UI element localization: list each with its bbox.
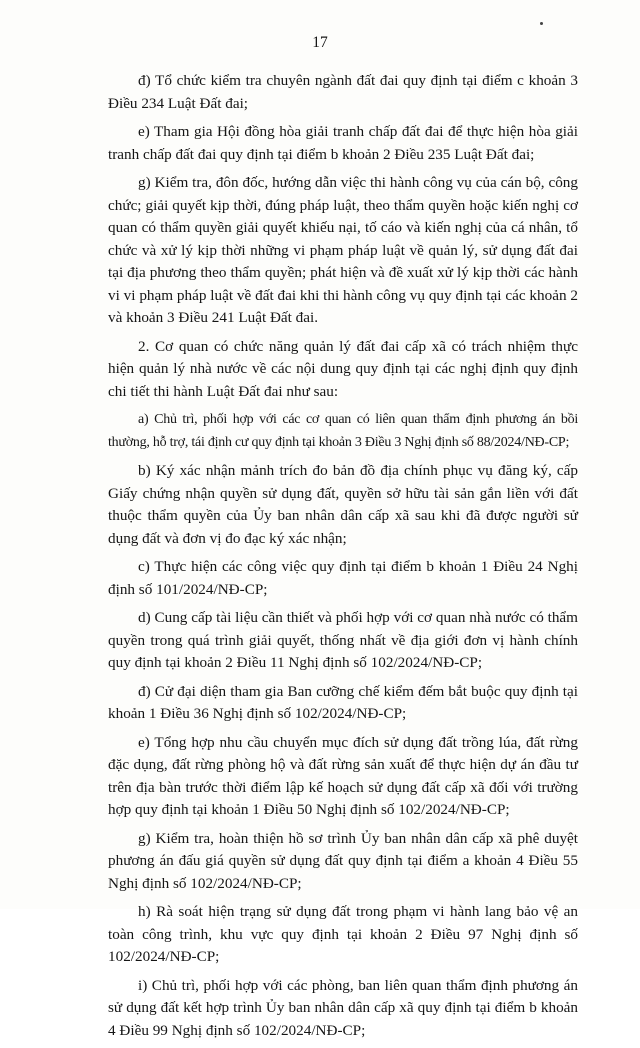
paragraph-b-cadastral-map: b) Ký xác nhận mảnh trích đo bản đồ địa chính phục vụ đăng ký, cấp Giấy chứng nhận quyền sử dụng đất, quyền sở hữu tài sản gắn liền với đất thuộc thẩm quyền của Ủy ban nhân dân cấp xã sau khi đã được người sử dụng đất và đơn vị đo đạc ký xác nhận; (108, 462, 578, 547)
document-body (108, 70, 578, 1048)
paragraph-d-documents: d) Cung cấp tài liệu cần thiết và phối hợp với cơ quan nhà nước có thẩm quyền trong quá trình giải quyết, thống nhất về địa giới đơn vị hành chính quy định tại khoản 2 Điều 11 Nghị định số 102/2024/NĐ-CP; (108, 609, 578, 671)
paragraph-a-compensation: a) Chủ trì, phối hợp với các cơ quan có liên quan thẩm định phương án bồi thường, hỗ trợ, tái định cư quy định tại khoản 3 Điều 3 Nghị định số 88/2024/NĐ-CP; (108, 412, 578, 450)
paragraph-e-mediation: e) Tham gia Hội đồng hòa giải tranh chấp đất đai để thực hiện hòa giải tranh chấp đất đai quy định tại điểm b khoản 2 Điều 235 Luật Đất đai; (108, 123, 578, 163)
paragraph-2-commune-agency: 2. Cơ quan có chức năng quản lý đất đai cấp xã có trách nhiệm thực hiện quản lý nhà nước về các nội dung quy định tại các nghị định quy định chi tiết thi hành Luật Đất đai như sau: (108, 337, 578, 400)
paragraph-e-land-conversion: e) Tổng hợp nhu cầu chuyển mục đích sử dụng đất trồng lúa, đất rừng đặc dụng, đất rừng phòng hộ và đất rừng sản xuất để thực hiện dự án đầu tư trên địa bàn trước thời điểm lập kế hoạch sử dụng đất cấp xã đối với trường hợp quy định tại khoản 1 Điều 50 Nghị định số 102/2024/NĐ-CP; (108, 733, 578, 818)
paragraph-i-land-use-plan: i) Chủ trì, phối hợp với các phòng, ban liên quan thẩm định phương án sử dụng đất kết hợp trình Ủy ban nhân dân cấp xã quy định tại điểm b khoản 4 Điều 99 Nghị định số 102/2024/NĐ-CP; (108, 976, 578, 1039)
scan-mark (540, 22, 543, 25)
paragraph-c-tasks: c) Thực hiện các công việc quy định tại điểm b khoản 1 Điều 24 Nghị định số 101/2024/NĐ-CP; (108, 558, 578, 598)
paragraph-g-auction: g) Kiểm tra, hoàn thiện hồ sơ trình Ủy ban nhân dân cấp xã phê duyệt phương án đấu giá quyền sử dụng đất quy định tại điểm a khoản 4 Điều 55 Nghị định số 102/2024/NĐ-CP; (108, 829, 578, 892)
paragraph-d-dot-enforcement: đ) Cử đại diện tham gia Ban cưỡng chế kiểm đếm bắt buộc quy định tại khoản 1 Điều 36 Nghị định số 102/2024/NĐ-CP; (108, 682, 578, 722)
paragraph-d-dot-inspection: đ) Tổ chức kiểm tra chuyên ngành đất đai quy định tại điểm c khoản 3 Điều 234 Luật Đất đai; (108, 72, 578, 112)
page-number: 17 (312, 34, 328, 51)
paragraph-g-inspection: g) Kiểm tra, đôn đốc, hướng dẫn việc thi hành công vụ của cán bộ, công chức; giải quyết kịp thời, đúng pháp luật, theo thẩm quyền hoặc kiến nghị cơ quan có thẩm quyền giải quyết khiếu nại, tố cáo và kiến nghị của cá nhân, tổ chức và xử lý kịp thời những vi phạm pháp luật về quản lý, sử dụng đất đai tại địa phương theo thẩm quyền; phát hiện và đề xuất xử lý kịp thời các hành vi vi phạm pháp luật về đất đai khi thi hành công vụ quy định tại các khoản 2 và khoản 3 Điều 241 Luật Đất đai. (108, 174, 578, 326)
paragraph-h-safety-corridor: h) Rà soát hiện trạng sử dụng đất trong phạm vi hành lang bảo vệ an toàn công trình, khu vực quy định tại khoản 2 Điều 97 Nghị định số 102/2024/NĐ-CP; (108, 903, 578, 965)
